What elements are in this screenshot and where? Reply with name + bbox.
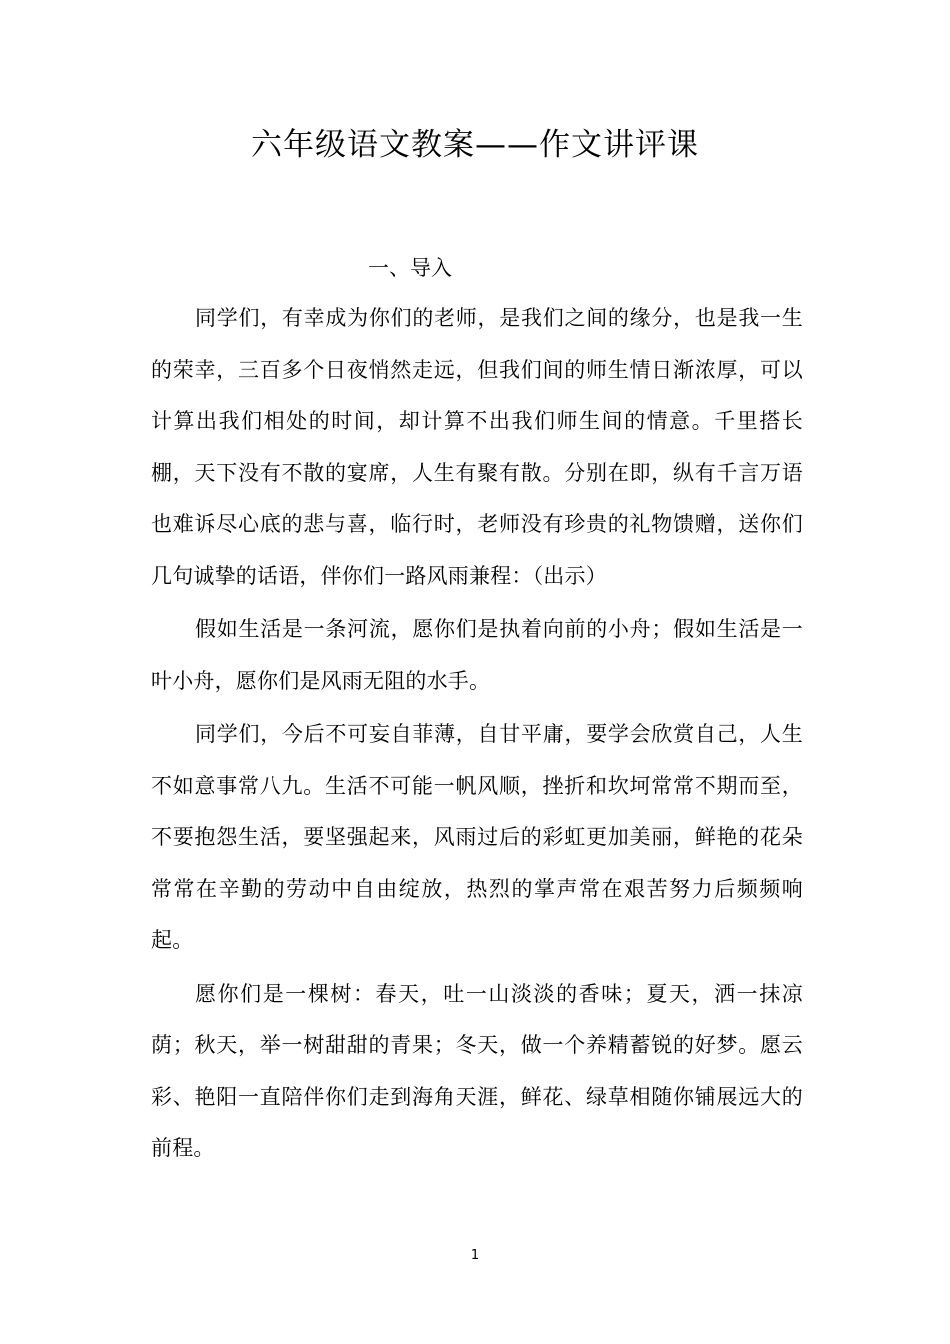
paragraph-river: 假如生活是一条河流，愿你们是执着向前的小舟；假如生活是一叶小舟，愿你们是风雨无阻的水手。 [151, 617, 803, 693]
paragraph-encouragement: 同学们，今后不可妄自菲薄，自甘平庸，要学会欣赏自己，人生不如意事常八九。生活不可能一帆风顺，挫折和坎坷常常不期而至，不要抱怨生活，要坚强起来，风雨过后的彩虹更加美丽，鲜艳的花朵常常在辛勤的劳动中自由绽放，热烈的掌声常在艰苦努力后频频响起。 [151, 722, 803, 952]
body-text [151, 293, 803, 1177]
paragraph-tree: 愿你们是一棵树：春天，吐一山淡淡的香味；夏天，洒一抹凉荫；秋天，举一树甜甜的青果；冬天，做一个养精蓄锐的好梦。愿云彩、艳阳一直陪伴你们走到海角天涯，鲜花、绿草相随你铺展远大的前程。 [151, 981, 803, 1160]
page-number: 1 [470, 1248, 480, 1263]
paragraph-intro: 同学们，有幸成为你们的老师，是我们之间的缘分，也是我一生的荣幸，三百多个日夜悄然走远，但我们间的师生情日渐浓厚，可以计算出我们相处的时间，却计算不出我们师生间的情意。千里搭长棚，天下没有不散的宴席，人生有聚有散。分别在即，纵有千言万语也难诉尽心底的悲与喜，临行时，老师没有珍贵的礼物馈赠，送你们几句诚挚的话语，伴你们一路风雨兼程：（出示） [151, 306, 803, 588]
document-title: 六年级语文教案——作文讲评课 [251, 127, 699, 163]
section-heading: 一、导入 [368, 256, 452, 280]
